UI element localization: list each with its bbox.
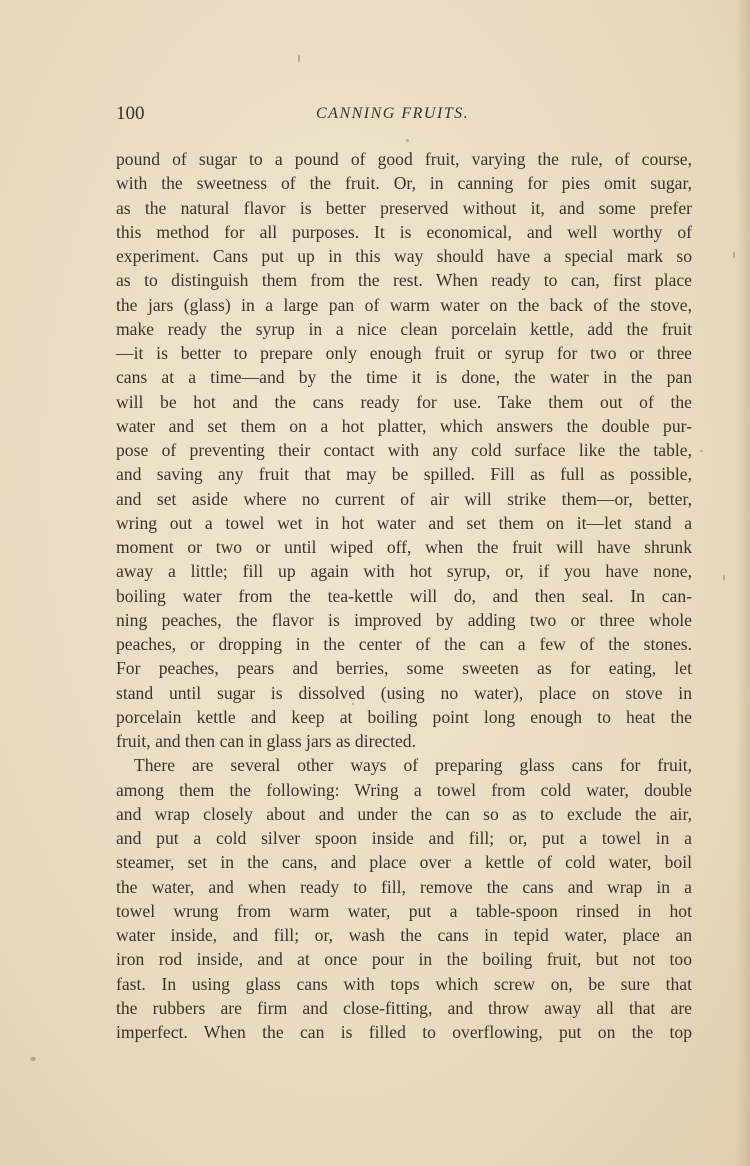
running-head <box>116 103 692 129</box>
text-line: and wrap closely about and under the can so as to exclude the air, <box>116 803 692 824</box>
page-number: 100 <box>116 103 145 124</box>
paper-speck <box>30 1057 36 1061</box>
body-text <box>116 147 692 1044</box>
text-line: the rubbers are firm and close-fitting, and throw away all that are <box>116 997 692 1018</box>
text-line: iron rod inside, and at once pour in the boiling fruit, but not too <box>116 949 692 970</box>
text-line: peaches, or dropping in the center of the can a few of the stones. <box>116 634 692 654</box>
paper-speck <box>352 703 354 705</box>
text-line: steamer, set in the cans, and place over a kettle of cold water, boil <box>116 852 692 873</box>
text-line: among them the following: Wring a towel from cold water, double <box>116 779 692 800</box>
text-line: and set aside where no current of air will strike them—or, better, <box>116 488 692 509</box>
text-line: and saving any fruit that may be spilled. Fill as full as possible, <box>116 464 692 485</box>
text-line: experiment. Cans put up in this way should have a special mark so <box>116 246 692 266</box>
text-line: porcelain kettle and keep at boiling point long enough to heat the <box>116 706 692 727</box>
text-line: and put a cold silver spoon inside and fill; or, put a towel in a <box>116 828 692 848</box>
text-line: the water, and when ready to fill, remove the cans and wrap in a <box>116 876 692 897</box>
text-line: fast. In using glass cans with tops which screw on, be sure that <box>116 973 692 994</box>
text-line: boiling water from the tea-kettle will do, and then seal. In can- <box>116 585 692 606</box>
text-line: stand until sugar is dissolved (using no water), place on stove in <box>116 682 692 703</box>
page-heading: CANNING FRUITS. <box>316 105 470 122</box>
text-line: away a little; fill up again with hot syrup, or, if you have none, <box>116 561 692 582</box>
text-line: fruit, and then can in glass jars as directed. <box>116 731 416 751</box>
text-line: as to distinguish them from the rest. When ready to can, first place <box>116 270 692 291</box>
text-line: ning peaches, the flavor is improved by adding two or three whole <box>116 609 692 630</box>
text-line: this method for all purposes. It is economical, and well worthy of <box>116 221 692 242</box>
text-line: pound of sugar to a pound of good fruit, varying the rule, of course, <box>116 149 692 169</box>
paper-speck <box>406 139 409 142</box>
text-line: with the sweetness of the fruit. Or, in canning for pies omit sugar, <box>116 173 692 194</box>
text-line: water inside, and fill; or, wash the cans in tepid water, place an <box>116 925 692 945</box>
text-line: There are several other ways of preparing glass cans for fruit, <box>134 755 692 776</box>
text-line: as the natural flavor is better preserved without it, and some prefer <box>116 197 692 218</box>
text-line: towel wrung from warm water, put a table-spoon rinsed in hot <box>116 900 692 921</box>
text-line: make ready the syrup in a nice clean porcelain kettle, add the fruit <box>116 318 692 339</box>
text-line: imperfect. When the can is filled to overflowing, put on the top <box>116 1022 692 1042</box>
text-line: will be hot and the cans ready for use. Take them out of the <box>116 391 692 412</box>
paper-speck <box>700 450 703 452</box>
paper-speck <box>723 575 725 580</box>
text-line: cans at a time—and by the time it is done, the water in the pan <box>116 367 692 388</box>
text-line: For peaches, pears and berries, some sweeten as for eating, let <box>116 658 692 679</box>
page-edge-shadow <box>736 0 750 1166</box>
text-line: wring out a towel wet in hot water and set them on it—let stand a <box>116 512 692 533</box>
paper-speck <box>733 252 735 258</box>
text-line: moment or two or until wiped off, when the fruit will have shrunk <box>116 537 692 557</box>
text-line: pose of preventing their contact with any cold surface like the table, <box>116 440 692 460</box>
text-line: —it is better to prepare only enough fruit or syrup for two or three <box>116 343 692 363</box>
paper-speck <box>298 55 300 62</box>
text-line: water and set them on a hot platter, which answers the double pur- <box>116 415 692 436</box>
text-line: the jars (glass) in a large pan of warm water on the back of the stove, <box>116 294 692 315</box>
